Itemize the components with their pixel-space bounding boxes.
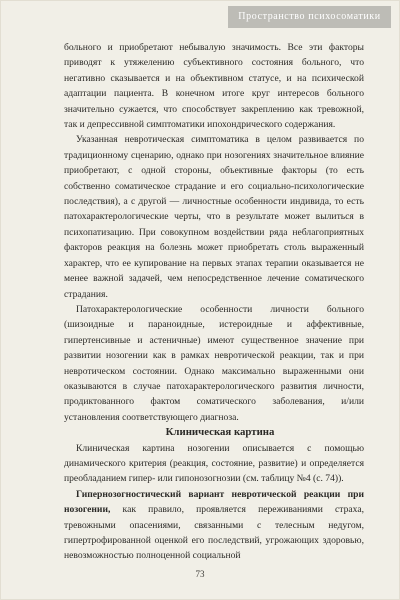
body-text	[64, 40, 364, 564]
paragraph-5-text: как правило, проявляется переживаниями страха, тревожными опасениями, связанными с телесным недугом, гипертрофированной оценкой его последствий, угрожающих здоровью, невозможностью полноценной социальной	[64, 504, 364, 562]
page-number: 73	[195, 569, 205, 579]
paragraph-2: Указанная невротическая симптоматика в целом развивается по традиционному сценарию, однако при нозогениях значительное влияние приобретают, с одной стороны, объективные факторы (то есть собственно соматическое страдание и его социально-психологические последствия), а с другой — личностные особенности индивида, то есть патохарактерологические черты, что в результате может вылиться в психопатизацию. При совокупном воздействии ряда неблагоприятных факторов реакция на болезнь может приобретать столь выраженный характер, что ее купирование на первых этапах терапии оказывается не менее важной задачей, чем непосредственное лечение соматического страдания.	[64, 134, 364, 300]
section-title: Клиническая картина	[165, 426, 275, 439]
paragraph-5-lead: Гипернозогностический вариант невротической реакции при нозогении,	[64, 488, 364, 516]
running-head: Пространство психосоматики	[228, 6, 391, 28]
paragraph-4: Клиническая картина нозогении описывается с помощью динамического критерия (реакция, состояние, развитие) и определяется преобладанием гипер- или гипонозогнозии (см. таблицу №4 (с. 74)).	[64, 442, 364, 485]
paragraph-1: больного и приобретают небывалую значимость. Все эти факторы приводят к утяжелению субъективного состояния больного, что негативно сказывается и на объективном статусе, и на психической адаптации пациента. В конечном итоге круг интересов больного значительно сужается, что способствует закреплению как тревожной, так и депрессивной симптоматики ипохондрического содержания.	[64, 42, 364, 131]
paragraph-5	[64, 487, 364, 564]
paragraph-3: Патохарактерологические особенности личности больного (шизоидные и параноидные, истероидные и аффективные, гипертенсивные и астеничные) имеют существенное значение при развитии нозогении как в рамках невротической реакции, так и при невротическом состоянии. Однако максимально выраженными они оказываются в случае патохарактерологического развития личности, продиктованного фактом соматического заболевания, и/или установления соответствующего диагноза.	[64, 303, 364, 423]
